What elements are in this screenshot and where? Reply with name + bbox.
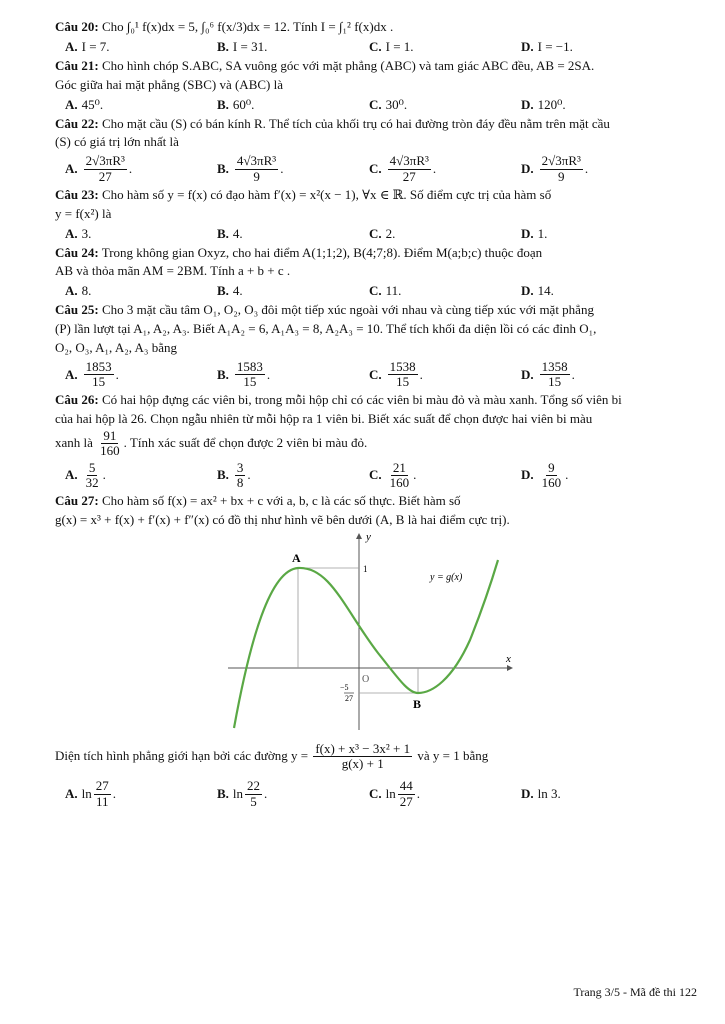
option-a[interactable]: A. 3. xyxy=(65,225,92,241)
options xyxy=(65,39,695,55)
question-text-3: O₂, O₃, A₁, A₂, A₃ bằng xyxy=(55,339,177,355)
question-text-2: Góc giữa hai mặt phẳng (SBC) và (ABC) là xyxy=(55,76,284,92)
question-text-2: AB và thỏa mãn AM = 2BM. Tính a + b + c . xyxy=(55,263,291,279)
question-text: Cho ∫₀¹ f(x)dx = 5, ∫₀⁶ f(x/3)dx = 12. Tính I = ∫₁² f(x)dx . xyxy=(101,19,394,34)
option-c[interactable]: C. I = 1. xyxy=(369,38,414,54)
option-b[interactable]: B. $\frac{1583}{15}$ . xyxy=(217,358,271,390)
x-axis-label: x xyxy=(506,652,511,665)
question-text-3: Diện tích hình phẳng giới hạn bởi các đường y = $\frac{\text{f(x) + x³ − 3x² + 1}}{g(x) + 1}$ và y = 1 bằng xyxy=(55,740,489,772)
option-b[interactable]: B. 4. xyxy=(217,225,243,241)
question-text-2: của hai hộp là 26. Chọn ngẫu nhiên từ mỗi hộp ra 1 viên bi. Biết xác suất để chọn được hai viên bi màu xyxy=(55,411,593,427)
question-label: Câu 25: xyxy=(55,302,99,318)
tick-neg-numerator: −5 xyxy=(340,682,349,692)
question-text: Cho hình chóp S.ABC, SA vuông góc với mặt phẳng (ABC) và tam giác ABC đều, AB = 2SA. xyxy=(101,57,595,73)
question-text: Cho 3 mặt cầu tâm O₁, O₂, O₃ đôi một tiếp xúc ngoài với nhau và cùng tiếp xúc với mặt phẳng xyxy=(101,302,594,318)
option-b[interactable]: B. $\frac{3}{8}$ . xyxy=(217,459,251,490)
option-a[interactable]: A. $\frac{\text{2√3πR³}}{27}$ . xyxy=(65,153,133,184)
option-d[interactable]: D. I = −1. xyxy=(521,38,573,54)
options xyxy=(65,779,695,809)
option-a[interactable]: A. $\frac{1853}{15}$ . xyxy=(65,358,119,390)
exam-page xyxy=(55,18,695,811)
tick-neg-denominator: 27 xyxy=(345,693,353,703)
options xyxy=(65,360,695,390)
question-25 xyxy=(55,301,695,389)
options xyxy=(65,461,695,491)
y-axis-label: y xyxy=(366,530,371,543)
point-a-label: A xyxy=(292,550,301,565)
curve-g xyxy=(234,560,498,728)
question-27 xyxy=(55,492,695,809)
question-text: Trong không gian Oxyz, cho hai điểm A(1;1;2), B(4;7;8). Điểm M(a;b;c) thuộc đoạn xyxy=(101,244,543,260)
question-label: Câu 23: xyxy=(55,186,99,202)
question-26 xyxy=(55,391,695,490)
option-a[interactable]: A. ln $\frac{27}{11}$ . xyxy=(65,778,117,809)
option-d[interactable]: D. 1. xyxy=(521,225,548,241)
question-text: Cho hàm số f(x) = ax² + bx + c với a, b, c là các số thực. Biết hàm số xyxy=(101,493,461,509)
question-20 xyxy=(55,18,695,55)
option-b[interactable]: B. $\frac{\text{4√3πR³}}{9}$ . xyxy=(217,153,284,184)
question-label: Câu 22: xyxy=(55,115,99,131)
option-b[interactable]: B. I = 31. xyxy=(217,38,268,54)
option-c[interactable]: C. $\frac{1538}{15}$ . xyxy=(369,358,423,390)
question-label: Câu 24: xyxy=(55,244,99,260)
options xyxy=(65,226,695,242)
option-d[interactable]: D. 120⁰. xyxy=(521,96,566,112)
option-c[interactable]: C. ln $\frac{44}{27}$ . xyxy=(369,778,421,809)
option-a[interactable]: A. $\frac{5}{32}$ . xyxy=(65,459,106,490)
graph-svg xyxy=(0,530,725,740)
point-b-label: B xyxy=(413,696,422,711)
question-label: Câu 20: xyxy=(55,19,99,34)
question-21 xyxy=(55,57,695,113)
question-text-3: xanh là $\frac{91}{160}$ . Tính xác suất để chọn được 2 viên bi màu đỏ. xyxy=(55,428,368,459)
option-c[interactable]: C. 30⁰. xyxy=(369,96,408,112)
options xyxy=(65,97,695,113)
option-a[interactable]: A. I = 7. xyxy=(65,38,110,54)
question-text-2: y = f(x²) là xyxy=(55,205,112,221)
option-c[interactable]: C. $\frac{\text{4√3πR³}}{27}$ . xyxy=(369,153,437,184)
curve-label: y = g(x) xyxy=(430,571,463,583)
options xyxy=(65,154,695,184)
question-text-2: (P) lần lượt tại A₁, A₂, A₃. Biết A₁A₂ = 6, A₁A₃ = 8, A₂A₃ = 10. Thể tích khối đa diện lồi có các đỉnh O₁, xyxy=(55,321,597,337)
option-c[interactable]: C. $\frac{21}{160}$ . xyxy=(369,459,417,490)
question-22 xyxy=(55,115,695,184)
option-b[interactable]: B. ln $\frac{22}{5}$ . xyxy=(217,778,268,809)
question-text-2: (S) có giá trị lớn nhất là xyxy=(55,134,179,150)
option-d[interactable]: D. $\frac{1358}{15}$ . xyxy=(521,358,575,390)
question-24 xyxy=(55,244,695,300)
option-b[interactable]: B. 4. xyxy=(217,283,243,299)
question-text-2: g(x) = x³ + f(x) + f′(x) + f″(x) có đồ thị như hình vẽ bên dưới (A, B là hai điểm cực trị). xyxy=(55,512,510,528)
option-a[interactable]: A. 45⁰. xyxy=(65,96,104,112)
origin-label: O xyxy=(362,673,370,685)
question-text: Cho hàm số y = f(x) có đạo hàm f′(x) = x²(x − 1), ∀x ∈ ℝ. Số điểm cực trị của hàm số xyxy=(101,186,552,202)
question-label: Câu 26: xyxy=(55,392,99,408)
option-b[interactable]: B. 60⁰. xyxy=(217,96,255,112)
option-c[interactable]: C. 11. xyxy=(369,283,402,299)
option-d[interactable]: D. 14. xyxy=(521,283,554,299)
function-graph xyxy=(0,530,725,740)
options xyxy=(65,283,695,299)
question-text: Có hai hộp đựng các viên bi, trong mỗi hộp chỉ có các viên bi màu đỏ và màu xanh. Tổng số viên bi xyxy=(101,392,622,408)
option-d[interactable]: D. ln 3. xyxy=(521,786,561,802)
question-23 xyxy=(55,186,695,242)
question-label: Câu 21: xyxy=(55,57,99,73)
option-d[interactable]: D. $\frac{\text{2√3πR³}}{9}$ . xyxy=(521,153,589,184)
question-text: Cho mặt cầu (S) có bán kính R. Thể tích của khối trụ có hai đường tròn đáy đều nằm trên mặt cầu xyxy=(101,115,610,131)
option-c[interactable]: C. 2. xyxy=(369,225,396,241)
tick-one-label: 1 xyxy=(363,563,368,574)
question-label: Câu 27: xyxy=(55,493,99,509)
option-a[interactable]: A. 8. xyxy=(65,283,92,299)
page-footer: Trang 3/5 - Mã đề thi 122 xyxy=(573,985,697,999)
option-d[interactable]: D. $\frac{9}{160}$ . xyxy=(521,459,569,490)
